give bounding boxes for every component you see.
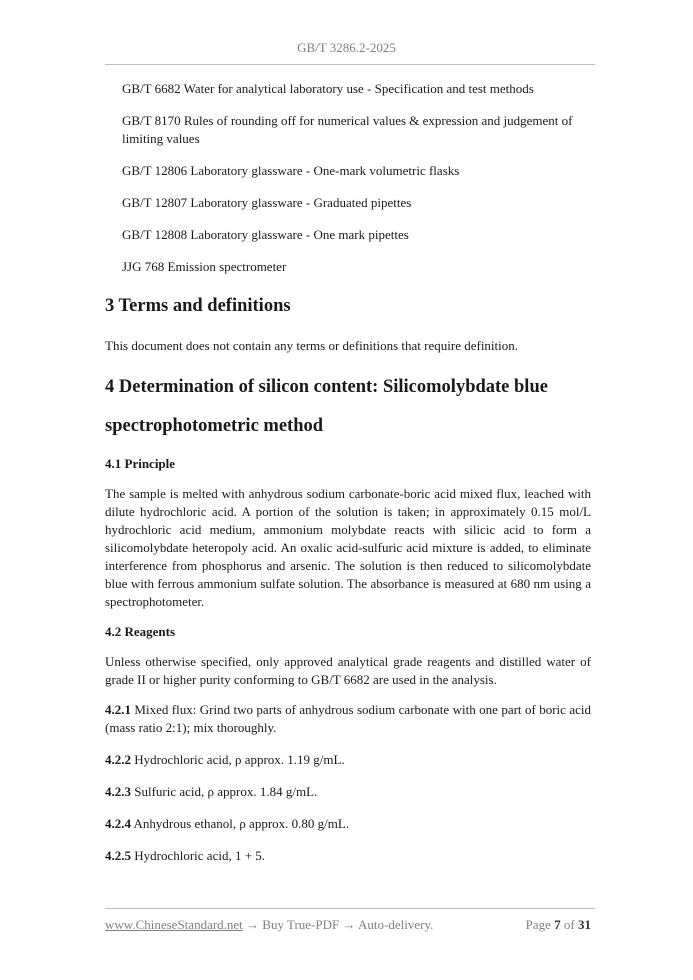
section-4-heading-line2: spectrophotometric method	[105, 416, 324, 436]
reagents-body: Unless otherwise specified, only approved analytical grade reagents and distilled water of grade II or higher purity conforming to GB/T 6682 are used in the analysis.	[105, 654, 591, 687]
page-total: 31	[578, 917, 591, 932]
reference-item: JJG 768 Emission spectrometer	[122, 259, 287, 274]
section-3-heading: 3 Terms and definitions	[105, 296, 291, 316]
footer-divider	[105, 908, 595, 909]
reagent-text: Mixed flux: Grind two parts of anhydrous sodium carbonate with one part of boric acid (mass ratio 2:1); mix thoroughly.	[105, 702, 591, 735]
section-4-heading-line1: 4 Determination of silicon content: Silicomolybdate blue	[105, 377, 548, 397]
reference-item: GB/T 8170 Rules of rounding off for numerical values & expression and judgement of limiting values	[122, 113, 573, 146]
reference-item: GB/T 12808 Laboratory glassware - One mark pipettes	[122, 227, 409, 242]
principle-heading: 4.1 Principle	[105, 456, 176, 471]
header-divider	[105, 64, 595, 65]
reagent-item	[105, 783, 591, 801]
reference-item: GB/T 12806 Laboratory glassware - One-mark volumetric flasks	[122, 163, 460, 178]
section-3-body: This document does not contain any terms or definitions that require definition.	[105, 338, 519, 353]
page-footer	[105, 917, 591, 933]
reagent-number: 4.2.5	[105, 848, 131, 863]
page-content	[105, 80, 591, 865]
reagent-number: 4.2.1	[105, 702, 131, 717]
reagent-number: 4.2.2	[105, 752, 131, 767]
reagent-number: 4.2.4	[105, 816, 131, 831]
reference-item: GB/T 6682 Water for analytical laboratory use - Specification and test methods	[122, 81, 534, 96]
page-of: of	[560, 917, 578, 932]
footer-tagline: → Buy True-PDF → Auto-delivery.	[242, 917, 434, 932]
reagent-item	[105, 847, 591, 865]
running-header: GB/T 3286.2-2025	[297, 40, 396, 55]
reagent-number: 4.2.3	[105, 784, 131, 799]
reagent-text: Hydrochloric acid, 1 + 5.	[131, 848, 266, 863]
principle-body: The sample is melted with anhydrous sodium carbonate-boric acid mixed flux, leached with dilute hydrochloric acid. A portion of the solution is taken; in approximately 0.15 mol/L hydrochloric acid medium, ammonium molybdate reacts with silicic acid to form a silicomolybdate heteropoly acid. An oxalic acid-sulfuric acid mixture is added, to eliminate interference from phosphorus and arsenic. The solution is then reduced to silicomolybdate blue with ferrous ammonium sulfate solution. The absorbance is measured at 680 nm using a spectrophotometer.	[105, 486, 591, 609]
reference-item: GB/T 12807 Laboratory glassware - Graduated pipettes	[122, 195, 412, 210]
reagent-item	[105, 701, 591, 737]
site-link[interactable]: www.ChineseStandard.net	[105, 917, 243, 932]
reagent-text: Hydrochloric acid, ρ approx. 1.19 g/mL.	[131, 752, 345, 767]
footer-promo	[105, 917, 433, 933]
page-current: 7	[554, 917, 561, 932]
reagent-text: Anhydrous ethanol, ρ approx. 0.80 g/mL.	[131, 816, 350, 831]
page-number	[526, 917, 591, 933]
reagent-item	[105, 751, 591, 769]
reagent-item	[105, 815, 591, 833]
reagents-heading: 4.2 Reagents	[105, 624, 176, 639]
page-label: Page	[525, 917, 555, 932]
reagent-text: Sulfuric acid, ρ approx. 1.84 g/mL.	[131, 784, 318, 799]
